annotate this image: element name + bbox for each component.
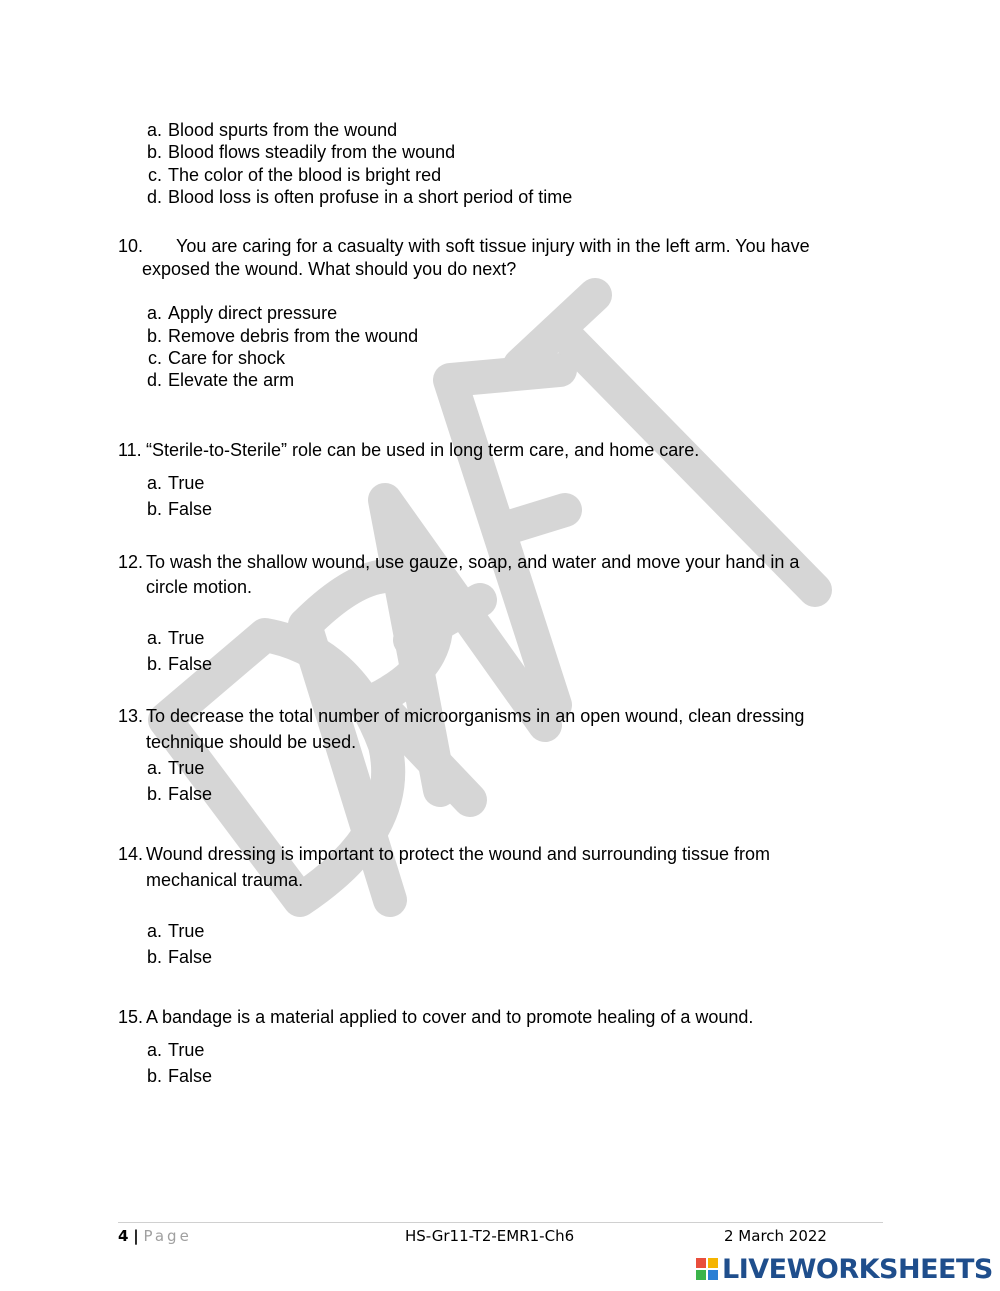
- liveworksheets-brand[interactable]: [696, 1254, 993, 1284]
- option: a. Apply direct pressure: [146, 303, 338, 323]
- option: c. The color of the blood is bright red: [147, 165, 442, 185]
- document-date: 2 March 2022: [724, 1227, 827, 1245]
- option: a. True: [146, 628, 205, 648]
- question-text: 12. To wash the shallow wound, use gauze, soap, and water and move your hand in a: [118, 552, 800, 572]
- question-text: 14. Wound dressing is important to protect the wound and surrounding tissue from: [118, 844, 771, 864]
- option: a. True: [146, 921, 205, 941]
- option: a. True: [146, 1040, 205, 1060]
- option: d. Blood loss is often profuse in a short period of time: [146, 187, 573, 207]
- option: a. Blood spurts from the wound: [146, 120, 398, 140]
- question-text: 10. You are caring for a casualty with soft tissue injury with in the left arm. You have: [118, 236, 810, 256]
- question-text-continued: circle motion.: [146, 577, 253, 597]
- option: c. Care for shock: [147, 348, 286, 368]
- question-text-continued: technique should be used.: [146, 732, 357, 752]
- option: b. False: [146, 947, 213, 967]
- brand-name: LIVEWORKSHEETS: [722, 1253, 993, 1285]
- option: b. Remove debris from the wound: [146, 326, 419, 346]
- liveworksheets-logo-icon: [696, 1258, 718, 1280]
- page-number-label: 4 | Page: [118, 1227, 192, 1245]
- option: b. False: [146, 784, 213, 804]
- document-code: HS-Gr11-T2-EMR1-Ch6: [405, 1227, 575, 1245]
- option: d. Elevate the arm: [146, 370, 295, 390]
- question-text-continued: exposed the wound. What should you do next?: [142, 259, 517, 279]
- question-text: 13. To decrease the total number of microorganisms in an open wound, clean dressing: [118, 706, 805, 726]
- option: b. False: [146, 1066, 213, 1086]
- option: b. False: [146, 654, 213, 674]
- footer-divider: [118, 1222, 883, 1223]
- option: a. True: [146, 473, 205, 493]
- option: b. Blood flows steadily from the wound: [146, 142, 456, 162]
- question-text: 15. A bandage is a material applied to cover and to promote healing of a wound.: [118, 1007, 754, 1027]
- option: b. False: [146, 499, 213, 519]
- option: a. True: [146, 758, 205, 778]
- question-text-continued: mechanical trauma.: [146, 870, 304, 890]
- question-text: 11. “Sterile-to-Sterile” role can be used in long term care, and home care.: [118, 440, 700, 460]
